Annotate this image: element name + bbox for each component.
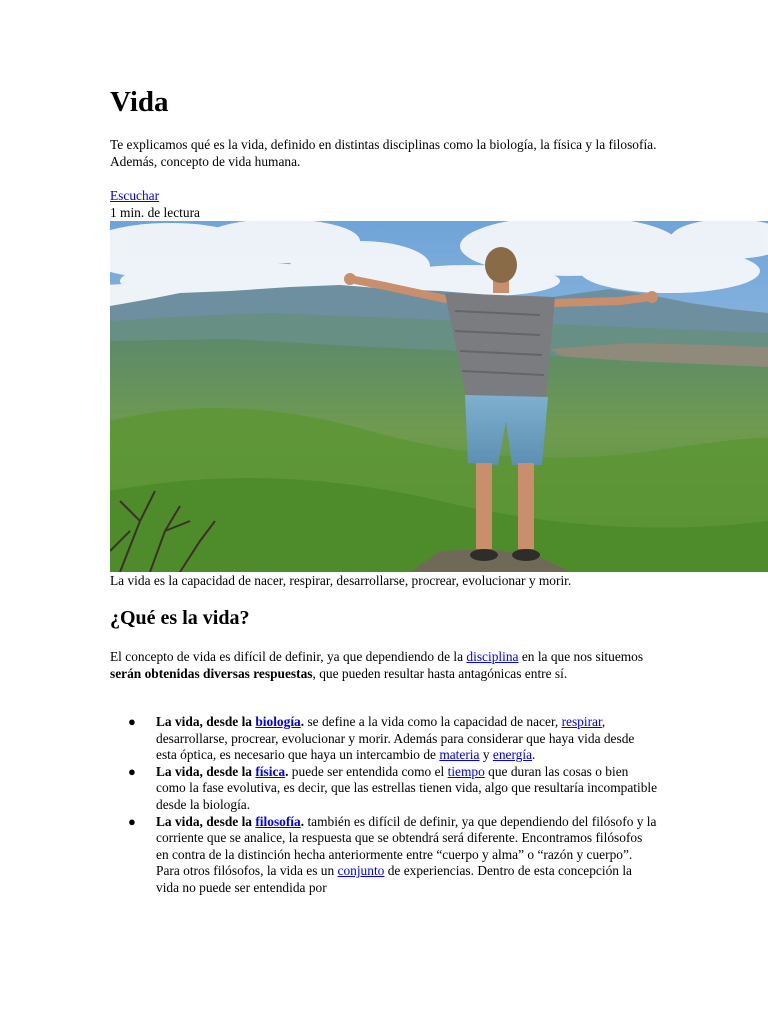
- link-fisica[interactable]: física: [255, 763, 286, 779]
- item-text: de experiencias. Dentro de esta concepción la vida no puede ser entendida por: [156, 863, 632, 895]
- link-filosofia[interactable]: filosofía: [255, 813, 301, 829]
- article-intro: Te explicamos qué es la vida, definido en distintas disciplinas como la biología, la física y la filosofía. Además, concepto de vida humana.: [110, 137, 657, 169]
- list-item-filosofia: [128, 813, 658, 897]
- para-text-2: en la que nos situemos: [518, 649, 644, 664]
- bullet-icon: ●: [128, 714, 136, 729]
- list-item-fisica: [128, 763, 658, 814]
- item-text: puede ser entendida como el: [288, 763, 448, 779]
- listen-link[interactable]: Escuchar: [110, 188, 160, 203]
- item-lead: La vida, desde la filosofía.: [156, 813, 305, 829]
- para-text-3: , que pueden resultar hasta antagónicas entre sí.: [312, 665, 568, 681]
- link-disciplina[interactable]: disciplina: [466, 649, 519, 664]
- landscape-photo: [110, 221, 768, 572]
- listen-row: [110, 187, 159, 204]
- para-text-1: El concepto de vida es difícil de definir, ya que dependiendo de la: [110, 649, 467, 664]
- item-text: .: [532, 747, 536, 763]
- reading-time: 1 min. de lectura: [110, 205, 200, 220]
- link-biologia[interactable]: biología: [255, 714, 301, 729]
- item-lead: La vida, desde la biología.: [156, 714, 305, 729]
- definitions-list: [110, 714, 658, 897]
- item-text: y: [479, 747, 493, 763]
- link-conjunto[interactable]: conjunto: [337, 863, 385, 879]
- item-text: se define a la vida como la capacidad de nacer,: [304, 714, 562, 729]
- section-paragraph: [110, 649, 658, 682]
- item-text: que duran las cosas o bien como la fase evolutiva, es decir, que las estrellas tienen vida, algo que resultaría incompatible desde la biología.: [156, 763, 658, 812]
- hero-image: [110, 221, 768, 572]
- image-caption: La vida es la capacidad de nacer, respirar, desarrollarse, procrear, evolucionar y morir.: [110, 573, 572, 588]
- link-materia[interactable]: materia: [439, 747, 480, 763]
- link-tiempo[interactable]: tiempo: [447, 763, 485, 779]
- section-heading: ¿Qué es la vida?: [110, 607, 250, 629]
- item-lead: La vida, desde la física.: [156, 763, 289, 779]
- link-energia[interactable]: energía: [492, 747, 533, 763]
- bullet-icon: ●: [128, 763, 136, 779]
- list-item-biologia: [128, 714, 658, 764]
- page-title: Vida: [110, 86, 169, 118]
- bullet-icon: ●: [128, 813, 136, 829]
- item-text: también es difícil de definir, ya que dependiendo del filósofo y la corriente que se analice, la respuesta que se obtendrá será diferente. Encontramos filósofos en contra de la distinción hecha anteriormente entre “cuerpo y alma” o “razón y cuerpo”. Para otros filósofos, la vida es un: [156, 813, 657, 879]
- item-text: , desarrollarse, procrear, evolucionar y morir. Además para considerar que haya vida desde esta óptica, es necesario que haya un intercambio de: [156, 714, 635, 763]
- para-bold: serán obtenidas diversas respuestas: [110, 665, 313, 681]
- link-respirar[interactable]: respirar: [561, 714, 602, 729]
